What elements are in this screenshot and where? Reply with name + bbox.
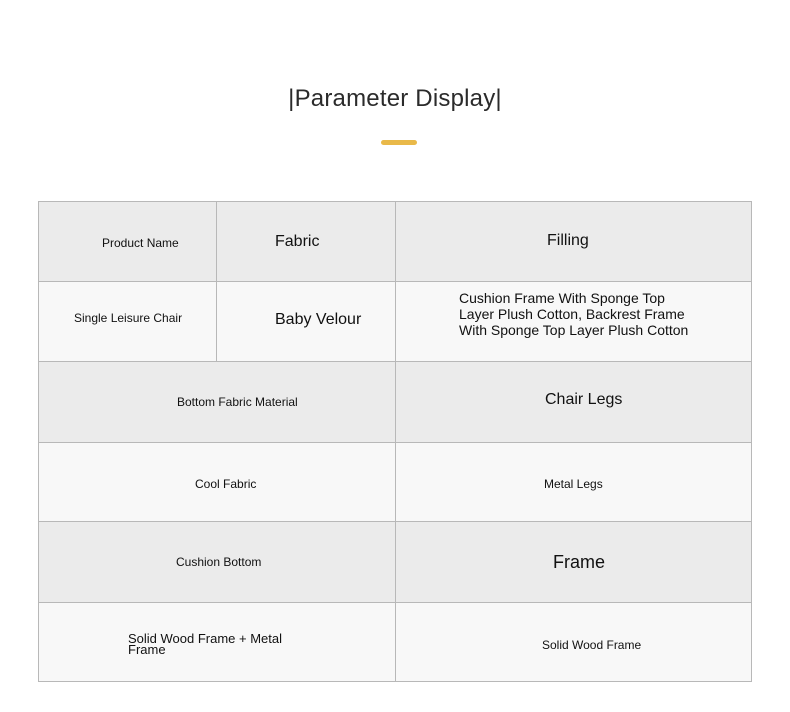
chair-legs-label: Chair Legs — [545, 391, 623, 408]
fabric-label: Fabric — [275, 233, 320, 250]
cell-cushion-bottom-label — [38, 521, 396, 603]
cell-bottom-fabric-value — [38, 442, 396, 522]
cell-frame-value — [395, 602, 752, 682]
product-name-label: Product Name — [102, 236, 179, 250]
product-name-value: Single Leisure Chair — [74, 311, 183, 325]
fabric-value: Baby Velour — [275, 311, 362, 328]
cell-cushion-bottom-value — [38, 602, 396, 682]
frame-label: Frame — [553, 552, 606, 572]
cell-chair-legs-label — [395, 361, 752, 443]
filling-label: Filling — [547, 232, 589, 249]
cell-frame-label — [395, 521, 752, 603]
cell-product-name-value — [38, 281, 218, 362]
cell-fabric-label — [216, 201, 396, 282]
cell-bottom-fabric-label — [38, 361, 396, 443]
cell-chair-legs-value — [395, 442, 752, 522]
title-accent-bar — [381, 140, 417, 145]
cell-filling-label — [395, 201, 752, 282]
cell-filling-value — [395, 281, 752, 362]
cushion-bottom-label: Cushion Bottom — [176, 555, 262, 569]
bottom-fabric-label: Bottom Fabric Material — [177, 395, 298, 409]
cushion-bottom-value: Solid Wood Frame + Metal Frame — [128, 631, 283, 657]
chair-legs-value: Metal Legs — [544, 477, 603, 491]
bottom-fabric-value: Cool Fabric — [195, 477, 257, 491]
frame-value: Solid Wood Frame — [542, 638, 642, 652]
cell-fabric-value — [216, 281, 396, 362]
cell-product-name-label — [38, 201, 218, 282]
page-title: |Parameter Display| — [288, 85, 502, 112]
filling-value: Cushion Frame With Sponge Top Layer Plush Cotton, Backrest Frame With Sponge Top Layer Plush Cotton — [459, 290, 689, 338]
